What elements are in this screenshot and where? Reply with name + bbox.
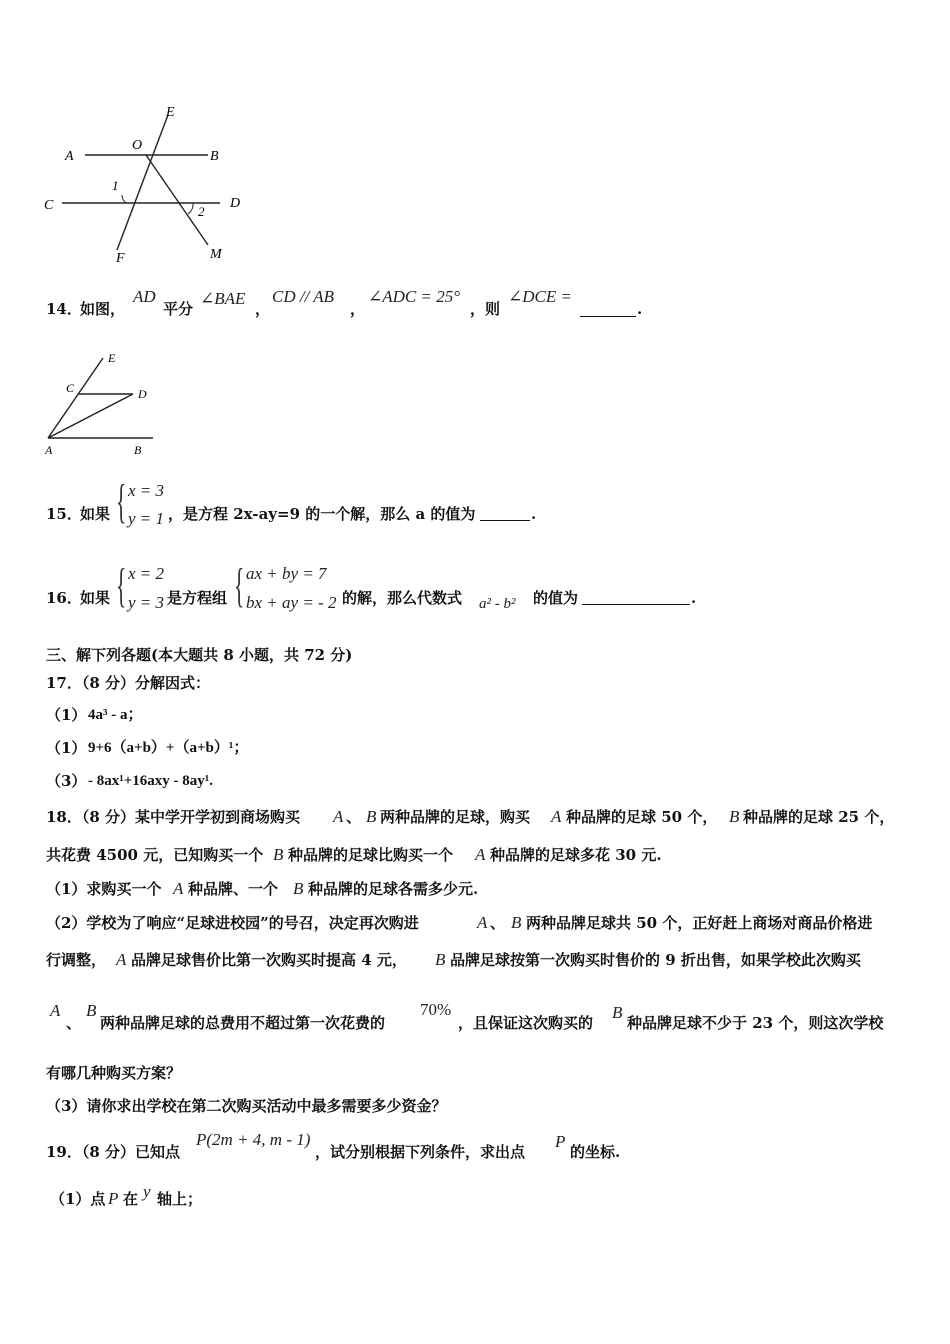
q19-text-3: 的坐标. (570, 1143, 621, 1161)
q18-part3: （3）请你求出学校在第二次购买活动中最多需要多少资金？ (46, 1097, 447, 1115)
label-angle-2: 2 (198, 204, 205, 219)
q17-part1-expr: 4a³ - a； (88, 707, 143, 723)
q18-line1-a: A (333, 807, 344, 826)
q16-math-eq1: ax + by = 7 (246, 564, 327, 583)
line-ef (117, 115, 168, 250)
q18-part1-text-2: 种品牌、一个 (188, 880, 279, 898)
q15-number: 15． (46, 505, 82, 523)
q18-line6-a: A (50, 1001, 61, 1020)
q16-brace-2: { (234, 559, 245, 612)
q14-math-bae: ∠BAE (200, 289, 246, 308)
label-d: D (230, 196, 241, 211)
q14-math-adc: ∠ADC = 25° (368, 287, 461, 306)
q18-line5-a: A (116, 950, 127, 969)
label-f: F (116, 251, 125, 266)
q19-part1-text-3: 轴上； (157, 1190, 203, 1208)
q18-line5-b: B (435, 950, 446, 969)
q18-line6-b: B (86, 1001, 97, 1020)
label-b: B (210, 149, 219, 164)
q19-part1-text-1: （1）点 (50, 1190, 106, 1208)
q15-text-2: ，是方程 2x-ay=9 的一个解，那么 a 的值为 (168, 505, 476, 523)
q18-line1-sep: 、 (346, 808, 362, 826)
q18-line1-a2: A (551, 807, 562, 826)
q19-text-2: ，试分别根据下列条件，求出点 (315, 1143, 526, 1161)
q18-line1-text-3: 种品牌的足球 50 个， (566, 808, 718, 826)
q18-part1-text-1: （1）求购买一个 (46, 880, 162, 898)
q16-text-3: 的解，那么代数式 (342, 589, 463, 607)
q19-part1-text-2: 在 (123, 1190, 139, 1208)
label-angle-1: 1 (112, 178, 119, 193)
q18-line2-text-1: 共花费 4500 元，已知购买一个 (46, 846, 264, 864)
q19-part1-y: y (143, 1182, 151, 1201)
q17-part1-label: （1） (46, 706, 87, 724)
q19-text-1: 19．（8 分）已知点 (46, 1143, 181, 1161)
q16-period: . (691, 589, 697, 607)
angle-2-arc (188, 203, 193, 214)
q17-title: 17．（8 分）分解因式： (46, 674, 211, 692)
q18-line6-text-1: 两种品牌足球的总费用不超过第一次花费的 (100, 1014, 386, 1032)
q18-line1-b2: B (729, 807, 740, 826)
q18-part2-b: B (511, 913, 522, 932)
label-b-2: B (134, 443, 142, 457)
q14-text-2: 平分 (163, 300, 194, 318)
q14-math-dce: ∠DCE = (508, 287, 572, 306)
q14-math-ad: AD (133, 287, 156, 306)
q18-line7: 有哪几种购买方案？ (46, 1064, 182, 1082)
q16-text-2: 是方程组 (167, 589, 228, 607)
label-d-2: D (138, 387, 147, 401)
q18-line6-b2: B (612, 1003, 623, 1022)
q18-line5-text-1: 行调整， (46, 951, 107, 969)
q18-line1-text-4: 种品牌的足球 25 个， (743, 808, 895, 826)
q16-text-4: 的值为 (533, 589, 579, 607)
label-c: C (44, 198, 54, 213)
q18-line5-text-2: 品牌足球售价比第一次购买时提高 4 元， (131, 951, 407, 969)
label-e: E (166, 105, 175, 120)
q18-part2-text-2: 两种品牌足球共 50 个，正好赶上商场对商品价格进 (526, 914, 873, 932)
q17-part2-label: （1） (46, 739, 87, 757)
q19-math-p: P (555, 1132, 566, 1151)
q15-period: . (531, 505, 537, 523)
q18-line2-text-2: 种品牌的足球比购买一个 (288, 846, 454, 864)
q17-part2-expr: 9+6（a+b）+（a+b）¹； (88, 740, 249, 756)
q18-part1-text-3: 种品牌的足球各需多少元. (308, 880, 479, 898)
label-c-2: C (66, 381, 75, 395)
q14-text-3: ，则 (470, 300, 501, 318)
q16-math-expr: a² - b² (479, 596, 516, 612)
q18-line2-b: B (273, 845, 284, 864)
q15-math-y: y = 1 (128, 509, 165, 528)
q18-part2-text-1: （2）学校为了响应“足球进校园”的号召，决定再次购进 (46, 914, 419, 932)
q14-text-1: 如图， (80, 300, 126, 318)
q16-text-1: 如果 (80, 589, 111, 607)
section-3-heading: 三、解下列各题(本大题共 8 小题，共 72 分) (46, 646, 353, 664)
q16-math-x: x = 2 (128, 564, 165, 583)
label-a: A (65, 149, 74, 164)
q18-line1-text-1: 18．（8 分）某中学开学初到商场购买 (46, 808, 301, 826)
q15-answer-blank[interactable] (480, 506, 530, 521)
q18-part2-sep: 、 (490, 914, 506, 932)
q14-comma-2: ， (350, 300, 366, 318)
q15-text-1: 如果 (80, 505, 111, 523)
q14-number: 14． (46, 300, 82, 318)
q18-line6-text-2: ，且保证这次购买的 (458, 1014, 594, 1032)
q16-math-y: y = 3 (128, 593, 165, 612)
line-om (146, 155, 208, 245)
label-m: M (210, 247, 222, 262)
q18-line1-b: B (366, 807, 377, 826)
line-ad (48, 394, 133, 438)
figure-1-parallel-lines (40, 100, 260, 270)
q16-math-eq2: bx + ay = - 2 (246, 593, 337, 612)
q14-answer-blank[interactable] (580, 302, 636, 317)
q18-line6-text-3: 种品牌足球不少于 23 个，则这次学校 (627, 1014, 884, 1032)
q18-part1-a: A (173, 879, 184, 898)
label-o: O (132, 138, 143, 153)
q14-math-cdab: CD // AB (272, 287, 335, 306)
q14-comma-1: ， (255, 300, 271, 318)
q18-part2-a: A (477, 913, 488, 932)
figure-2-triangle (38, 350, 168, 460)
angle-1-arc (122, 195, 126, 203)
q19-math-point: P(2m + 4, m - 1) (196, 1130, 311, 1149)
q17-part3-expr: - 8ax¹+16axy - 8ay¹. (88, 773, 214, 789)
label-a-2: A (45, 443, 53, 457)
q18-line2-text-3: 种品牌的足球多花 30 元. (490, 846, 662, 864)
q18-part1-b: B (293, 879, 304, 898)
q16-brace-1: { (116, 559, 127, 612)
q16-number: 16． (46, 589, 82, 607)
q18-line2-a: A (475, 845, 486, 864)
q18-line5-text-3: 品牌足球按第一次购买时售价的 9 折出售，如果学校此次购买 (450, 951, 861, 969)
q15-brace: { (116, 475, 127, 528)
q19-part1-p: P (108, 1189, 119, 1208)
label-e-2: E (108, 351, 116, 365)
q17-part3-label: （3） (46, 772, 87, 790)
q16-answer-blank[interactable] (582, 590, 690, 605)
q18-line6-percent: 70% (420, 1000, 452, 1019)
q14-period: . (637, 300, 643, 318)
line-ae (48, 358, 103, 438)
q18-line1-text-2: 两种品牌的足球，购买 (380, 808, 531, 826)
q15-math-x: x = 3 (128, 481, 165, 500)
q18-line6-sep: 、 (66, 1014, 82, 1032)
